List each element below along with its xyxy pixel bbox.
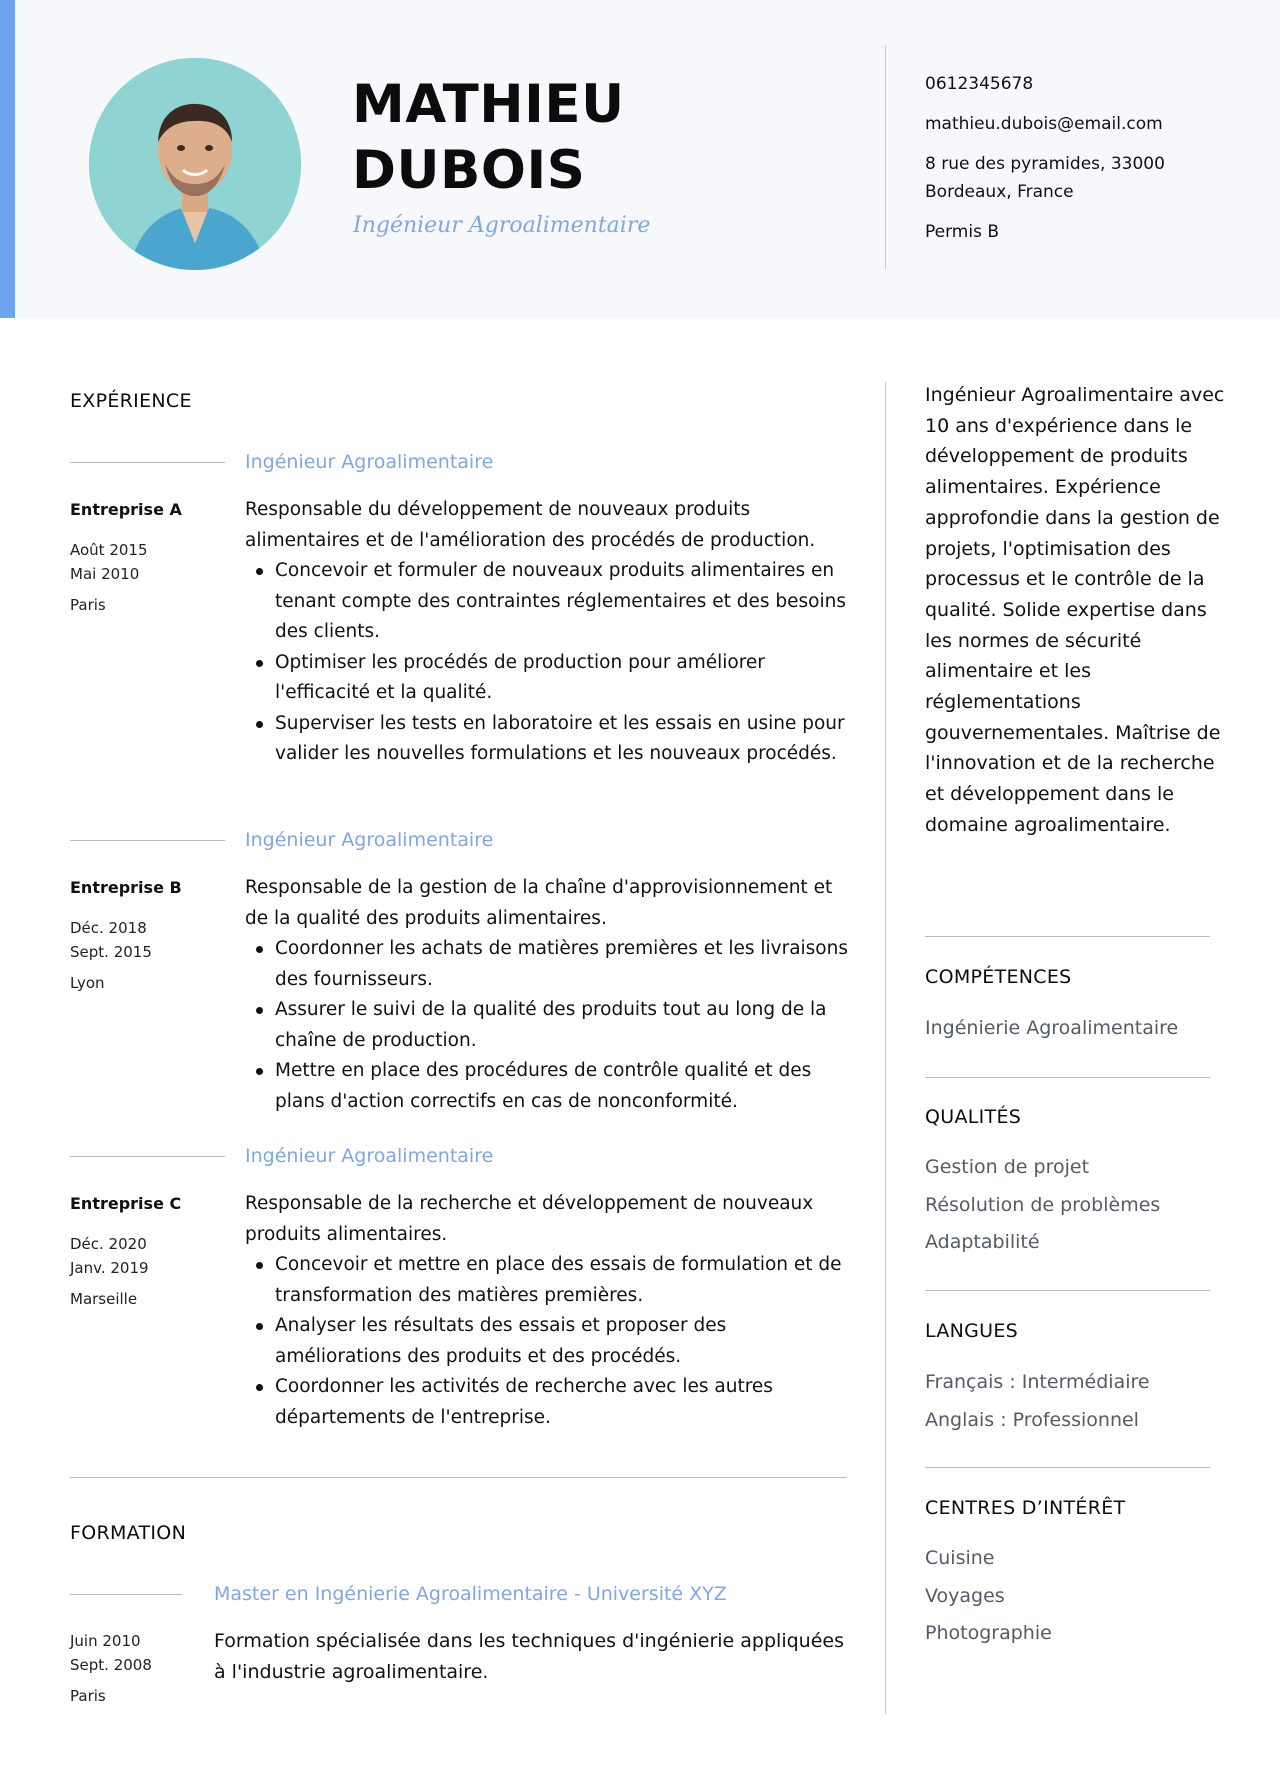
job-bullet: Coordonner les achats de matières premières et les livraisons des fournisseurs. xyxy=(245,934,850,995)
qualities-title: QUALITÉS xyxy=(925,1106,1022,1128)
education-city: Paris xyxy=(70,1687,106,1705)
job-city: Paris xyxy=(70,596,106,614)
interests-list xyxy=(925,1540,1225,1653)
header-divider xyxy=(885,45,886,269)
job-date-end: Déc. 2020 xyxy=(70,1235,147,1253)
job-rule xyxy=(70,840,225,841)
languages-title: LANGUES xyxy=(925,1320,1019,1342)
last-name: DUBOIS xyxy=(352,140,586,201)
first-name: MATHIEU xyxy=(352,74,625,135)
job-date-start: Janv. 2019 xyxy=(70,1259,149,1277)
job-date-end: Août 2015 xyxy=(70,541,148,559)
job-bullets xyxy=(245,934,850,1117)
job-company: Entreprise B xyxy=(70,878,182,897)
job-date-start: Mai 2010 xyxy=(70,565,140,583)
full-name xyxy=(352,72,812,204)
interest-item: Photographie xyxy=(925,1622,1052,1644)
formation-divider xyxy=(70,1477,847,1478)
qualities-list xyxy=(925,1149,1225,1262)
contact-address-line1: 8 rue des pyramides, 33000 xyxy=(925,154,1165,174)
contact-license: Permis B xyxy=(925,222,1000,242)
skills-list xyxy=(925,1010,1225,1048)
job-company: Entreprise C xyxy=(70,1194,182,1213)
languages-list xyxy=(925,1364,1225,1439)
job-bullets xyxy=(245,1250,850,1433)
sidebar-rule xyxy=(925,1290,1210,1291)
job-bullet: Concevoir et mettre en place des essais de formulation et de transformation des matières premières. xyxy=(245,1250,850,1311)
education-date-end: Juin 2010 xyxy=(70,1632,141,1650)
job-date-end: Déc. 2018 xyxy=(70,919,147,937)
language-item: Anglais : Professionnel xyxy=(925,1408,1139,1431)
interests-title: CENTRES D’INTÉRÊT xyxy=(925,1497,1126,1519)
job-title: Ingénieur Agroalimentaire xyxy=(353,213,651,238)
job-bullet: Superviser les tests en laboratoire et les essais en usine pour valider les nouvelles formulations et les nouveaux procédés. xyxy=(245,709,850,770)
formation-title: FORMATION xyxy=(70,1522,187,1544)
job-bullets xyxy=(245,556,850,770)
job-city: Lyon xyxy=(70,974,105,992)
contact-address-line2: Bordeaux, France xyxy=(925,182,1074,202)
job-bullet: Coordonner les activités de recherche avec les autres départements de l'entreprise. xyxy=(245,1372,850,1433)
job-rule xyxy=(70,462,225,463)
profile-summary: Ingénieur Agroalimentaire avec 10 ans d'expérience dans le développement de produits alimentaires. Expérience approfondie dans la gestion de projets, l'optimisation des processus et le contrôle de la qualité. Solide expertise dans les normes de sécurité alimentaire et les réglementations gouvernementales. Maîtrise de l'innovation et de la recherche et développement dans le domaine agroalimentaire. xyxy=(925,384,1225,836)
job-description: Responsable de la recherche et développement de nouveaux produits alimentaires. xyxy=(245,1193,814,1245)
job-bullet: Concevoir et formuler de nouveaux produits alimentaires en tenant compte des contraintes réglementaires et des besoins des clients. xyxy=(245,556,850,648)
sidebar-rule xyxy=(925,1077,1210,1078)
job-role: Ingénieur Agroalimentaire xyxy=(245,1145,494,1167)
job-bullet: Optimiser les procédés de production pour améliorer l'efficacité et la qualité. xyxy=(245,648,850,709)
education-rule xyxy=(70,1594,182,1595)
contact-email[interactable]: mathieu.dubois@email.com xyxy=(925,114,1163,134)
contact-phone[interactable]: 0612345678 xyxy=(925,74,1034,94)
job-description: Responsable de la gestion de la chaîne d'approvisionnement et de la qualité des produits alimentaires. xyxy=(245,877,833,929)
job-bullet: Assurer le suivi de la qualité des produits tout au long de la chaîne de production. xyxy=(245,995,850,1056)
job-company: Entreprise A xyxy=(70,500,182,519)
job-role: Ingénieur Agroalimentaire xyxy=(245,451,494,473)
education-date-start: Sept. 2008 xyxy=(70,1656,152,1674)
skill-item: Ingénierie Agroalimentaire xyxy=(925,1017,1179,1039)
header xyxy=(0,0,1280,318)
contact-block xyxy=(925,70,1245,258)
job-bullet: Analyser les résultats des essais et proposer des améliorations des produits et des procédés. xyxy=(245,1311,850,1372)
interest-item: Cuisine xyxy=(925,1547,995,1569)
job-role: Ingénieur Agroalimentaire xyxy=(245,829,494,851)
quality-item: Adaptabilité xyxy=(925,1231,1040,1253)
job-rule xyxy=(70,1156,225,1157)
sidebar-rule xyxy=(925,1467,1210,1468)
job-bullet: Mettre en place des procédures de contrôle qualité et des plans d'action correctifs en cas de nonconformité. xyxy=(245,1056,850,1117)
job-date-start: Sept. 2015 xyxy=(70,943,152,961)
profile-photo xyxy=(89,58,301,270)
sidebar-rule xyxy=(925,936,1210,937)
quality-item: Résolution de problèmes xyxy=(925,1193,1161,1216)
education-degree: Master en Ingénierie Agroalimentaire - Université XYZ xyxy=(214,1583,727,1605)
education-description: Formation spécialisée dans les techniques d'ingénierie appliquées à l'industrie agroalimentaire. xyxy=(214,1630,844,1683)
language-item: Français : Intermédiaire xyxy=(925,1371,1150,1393)
job-city: Marseille xyxy=(70,1290,138,1308)
experience-title: EXPÉRIENCE xyxy=(70,390,192,412)
skills-title: COMPÉTENCES xyxy=(925,966,1072,988)
accent-bar xyxy=(0,0,15,318)
job-description: Responsable du développement de nouveaux produits alimentaires et de l'amélioration des procédés de production. xyxy=(245,499,816,551)
quality-item: Gestion de projet xyxy=(925,1156,1090,1178)
column-divider xyxy=(885,382,886,1714)
interest-item: Voyages xyxy=(925,1584,1005,1607)
